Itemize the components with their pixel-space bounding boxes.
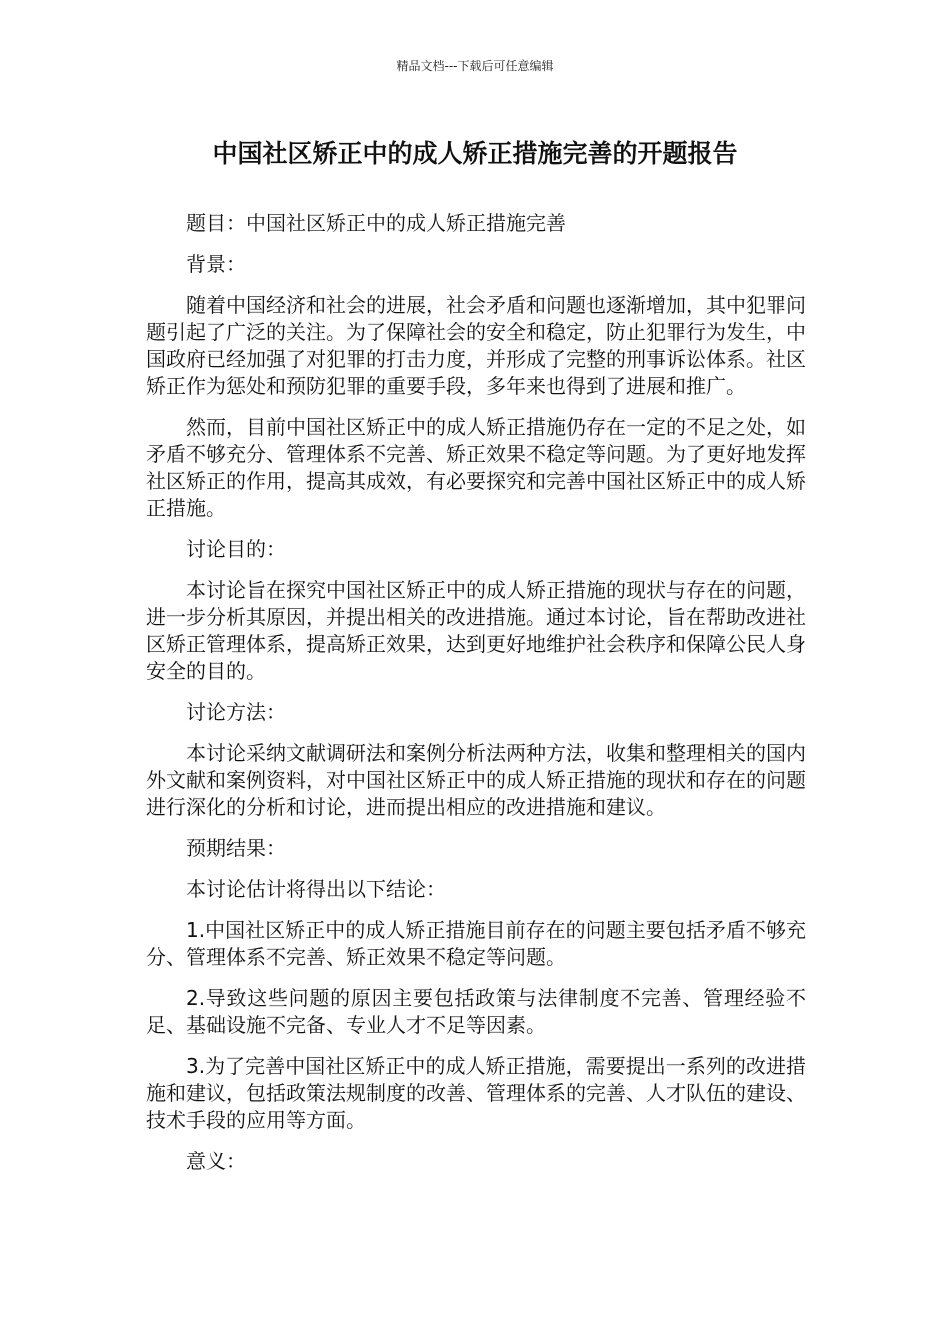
expected-result-item-3: 3.为了完善中国社区矫正中的成人矫正措施，需要提出一系列的改进措施和建议，包括政策法规制度的改善、管理体系的完善、人才队伍的建设、技术手段的应用等方面。 [146,1054,806,1132]
section-heading-method: 讨论方法： [186,700,286,724]
expected-result-item-1: 1.中国社区矫正中的成人矫正措施目前存在的问题主要包括矛盾不够充分、管理体系不完善、矫正效果不稳定等问题。 [146,918,806,969]
purpose-paragraph: 本讨论旨在探究中国社区矫正中的成人矫正措施的现状与存在的问题，进一步分析其原因，并提出相关的改进措施。通过本讨论，旨在帮助改进社区矫正管理体系，提高矫正效果，达到更好地维护社会秩序和保障公民人身安全的目的。 [146,578,806,683]
background-paragraph-2: 然而，目前中国社区矫正中的成人矫正措施仍存在一定的不足之处，如矛盾不够充分、管理体系不完善、矫正效果不稳定等问题。为了更好地发挥社区矫正的作用，提高其成效，有必要探究和完善中国社区矫正中的成人矫正措施。 [146,415,806,520]
page-header: 精品文档---下载后可任意编辑 [396,59,554,73]
section-heading-expected-results: 预期结果： [186,836,286,860]
expected-result-item-2: 2.导致这些问题的原因主要包括政策与法律制度不完善、管理经验不足、基础设施不完备、专业人才不足等因素。 [146,986,806,1037]
section-heading-background: 背景： [186,252,246,276]
section-heading-purpose: 讨论目的： [186,537,286,561]
topic-line: 题目：中国社区矫正中的成人矫正措施完善 [186,211,566,235]
background-paragraph-1: 随着中国经济和社会的进展，社会矛盾和问题也逐渐增加，其中犯罪问题引起了广泛的关注。为了保障社会的安全和稳定，防止犯罪行为发生，中国政府已经加强了对犯罪的打击力度，并形成了完整的刑事诉讼体系。社区矫正作为惩处和预防犯罪的重要手段，多年来也得到了进展和推广。 [146,293,806,398]
document-body [146,210,806,1189]
section-heading-significance: 意义： [186,1149,246,1173]
expected-results-intro: 本讨论估计将得出以下结论： [186,877,446,901]
method-paragraph: 本讨论采纳文献调研法和案例分析法两种方法，收集和整理相关的国内外文献和案例资料，对中国社区矫正中的成人矫正措施的现状和存在的问题进行深化的分析和讨论，进而提出相应的改进措施和建议。 [146,741,806,819]
document-title: 中国社区矫正中的成人矫正措施完善的开题报告 [212,139,738,168]
